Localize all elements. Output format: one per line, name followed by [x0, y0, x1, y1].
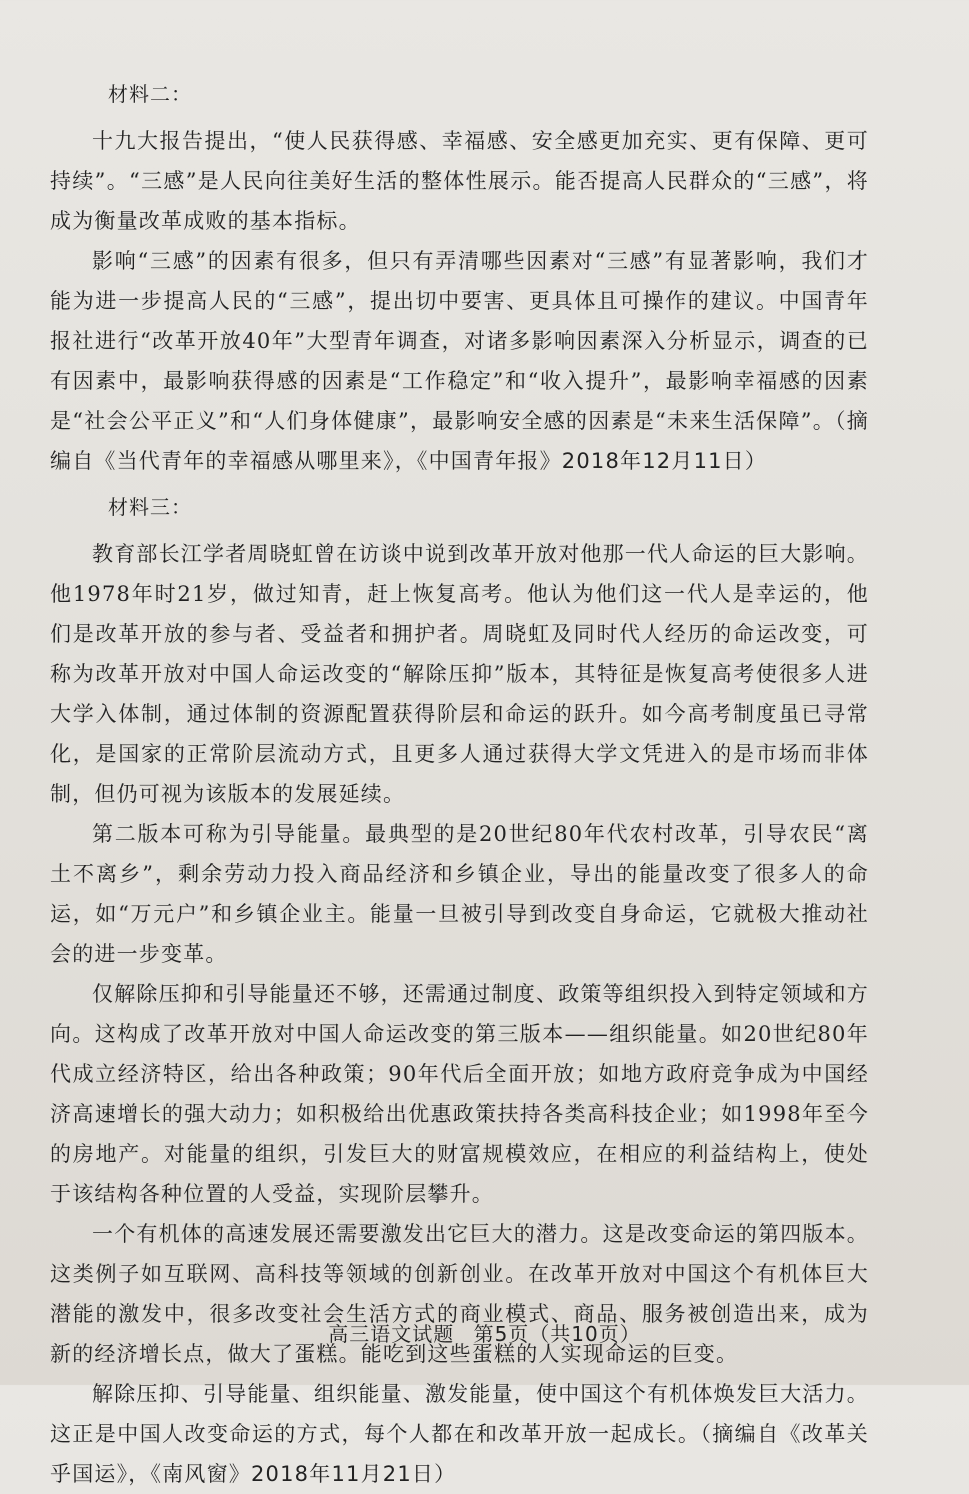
- material-3-paragraph-1: 教育部长江学者周晓虹曾在访谈中说到改革开放对他那一代人命运的巨大影响。他1978年时21岁，做过知青，赶上恢复高考。他认为他们这一代人是幸运的，他们是改革开放的参与者、受益者和拥护者。周晓虹及同时代人经历的命运改变，可称为改革开放对中国人命运改变的“解除压抑”版本，其特征是恢复高考使很多人进大学入体制，通过体制的资源配置获得阶层和命运的跃升。如今高考制度虽已寻常化，是国家的正常阶层流动方式，且更多人通过获得大学文凭进入的是市场而非体制，但仍可视为该版本的发展延续。: [50, 542, 869, 806]
- material-3-paragraph-5-text: 解除压抑、引导能量、组织能量、激发能量，使中国这个有机体焕发巨大活力。这正是中国人改变命运的方式，每个人都在和改革开放一起成长。: [50, 1382, 869, 1446]
- material-3-paragraph-3: 仅解除压抑和引导能量还不够，还需通过制度、政策等组织投入到特定领域和方向。这构成了改革开放对中国人命运改变的第三版本——组织能量。如20世纪80年代成立经济特区，给出各种政策；90年代后全面开放；如地方政府竞争成为中国经济高速增长的强大动力；如积极给出优惠政策扶持各类高科技企业；如1998年至今的房地产。对能量的组织，引发巨大的财富规模效应，在相应的利益结构上，使处于该结构各种位置的人受益，实现阶层攀升。: [50, 982, 869, 1206]
- material-3-heading: 材料三：: [108, 495, 192, 519]
- material-2-paragraph-2: [50, 241, 869, 481]
- material-2-paragraph-1: 十九大报告提出，“使人民获得感、幸福感、安全感更加充实、更有保障、更可持续”。“三感”是人民向往美好生活的整体性展示。能否提高人民群众的“三感”，将成为衡量改革成败的基本指标。: [50, 129, 869, 233]
- footer-page-number: 第5页（共10页）: [473, 1322, 641, 1346]
- material-3-paragraph-5: [50, 1374, 869, 1494]
- material-2-paragraph-2-text: 影响“三感”的因素有很多，但只有弄清哪些因素对“三感”有显著影响，我们才能为进一步提高人民的“三感”，提出切中要害、更具体且可操作的建议。中国青年报社进行“改革开放40年”大型青年调查，对诸多影响因素深入分析显示，调查的已有因素中，最影响获得感的因素是“工作稳定”和“收入提升”，最影响幸福感的因素是“社会公平正义”和“人们身体健康”，最影响安全感的因素是“未来生活保障”。: [50, 249, 869, 433]
- material-3-paragraph-2: 第二版本可称为引导能量。最典型的是20世纪80年代农村改革，引导农民“离土不离乡”，剩余劳动力投入商品经济和乡镇企业，导出的能量改变了很多人的命运，如“万元户”和乡镇企业主。能量一旦被引导到改变自身命运，它就极大推动社会的进一步变革。: [50, 822, 869, 966]
- material-3-paragraph-4: 一个有机体的高速发展还需要激发出它巨大的潜力。这是改变命运的第四版本。这类例子如互联网、高科技等领域的创新创业。在改革开放对中国这个有机体巨大潜能的激发中，很多改变社会生活方式的商业模式、商品、服务被创造出来，成为新的经济增长点，做大了蛋糕。能吃到这些蛋糕的人实现命运的巨变。: [50, 1222, 869, 1366]
- page-footer: [0, 1318, 969, 1347]
- material-2-heading: 材料二：: [108, 82, 192, 106]
- footer-exam-title: 高三语文试题: [328, 1322, 455, 1346]
- material-2-source: （摘编自《当代青年的幸福感从哪里来》，《中国青年报》2018年12月11日）: [50, 409, 869, 473]
- material-3-source: （摘编自《改革关乎国运》，《南风窗》2018年11月21日）: [50, 1422, 869, 1486]
